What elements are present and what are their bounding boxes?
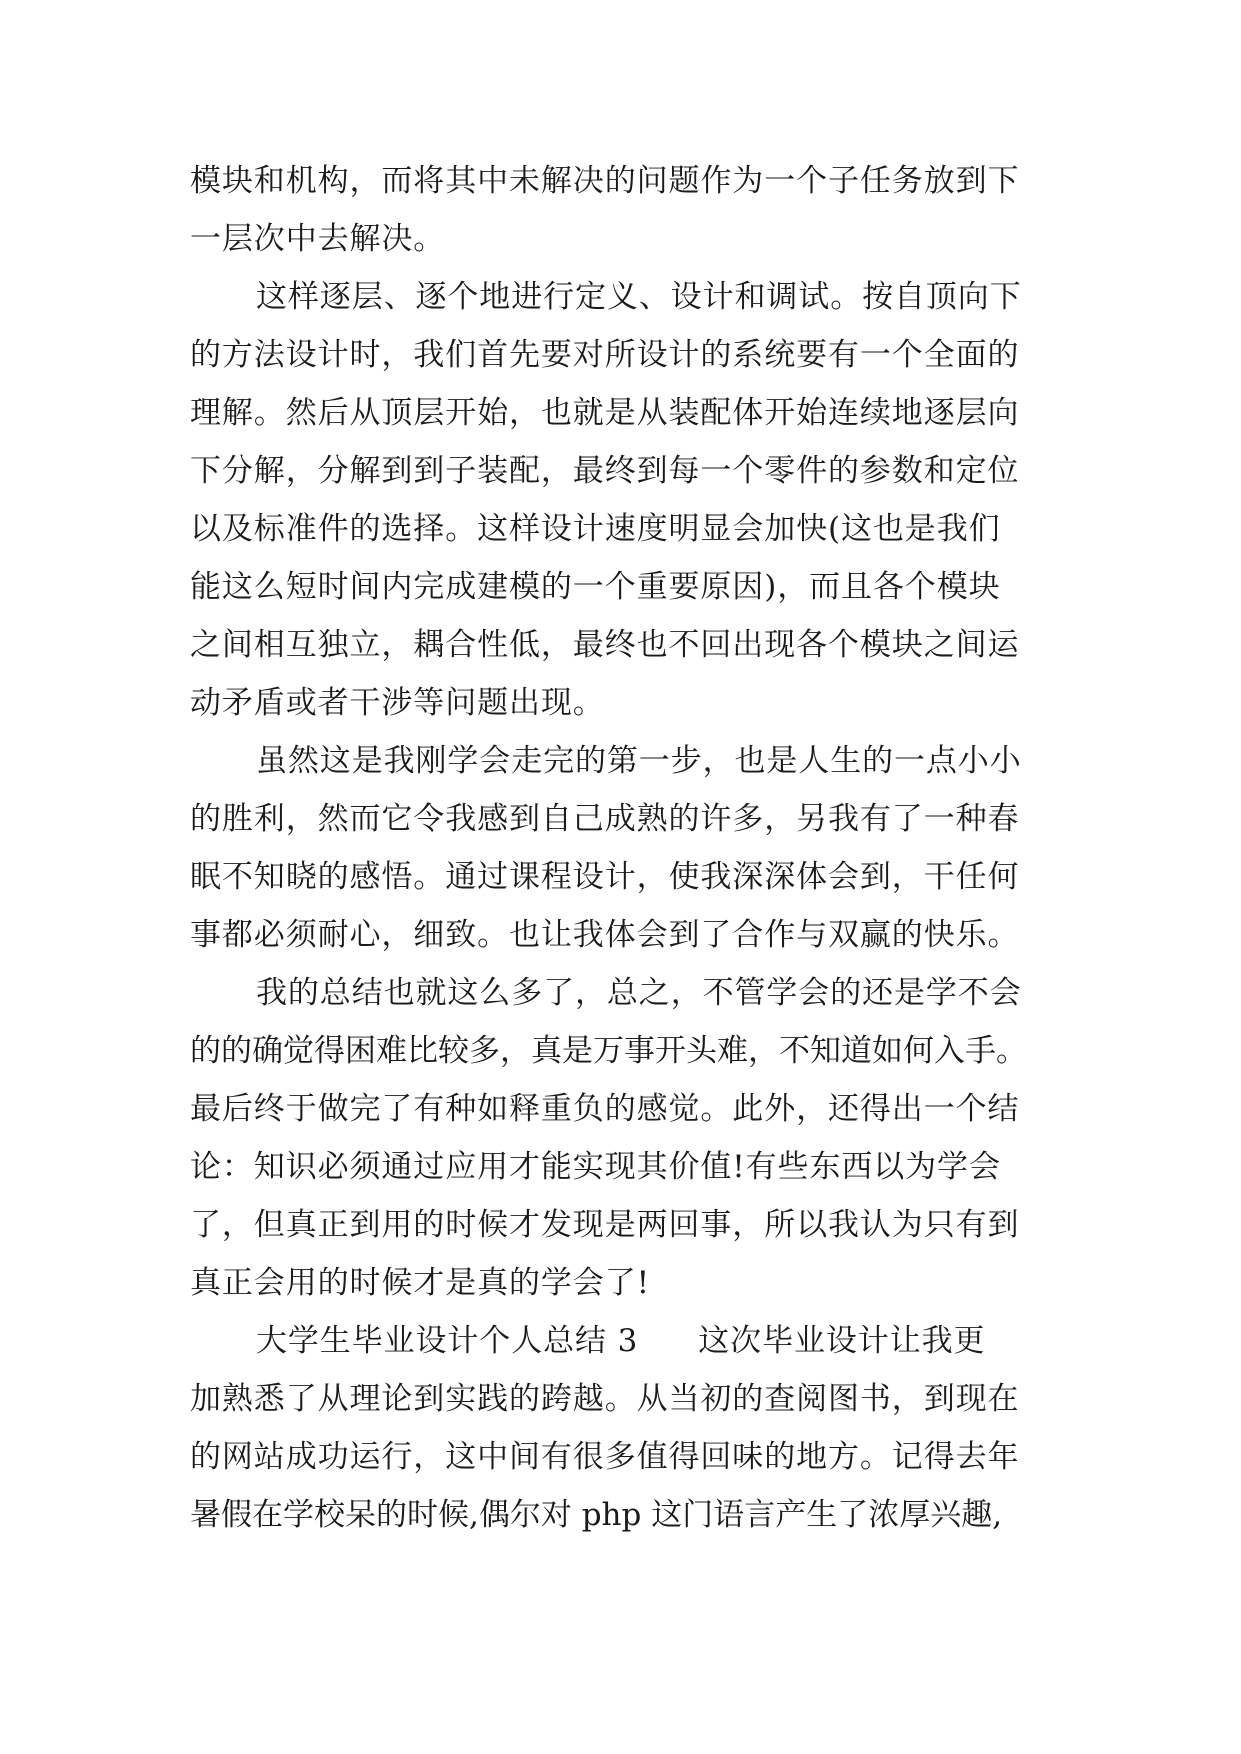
paragraph-start: 我的总结也就这么多了，总之，不管学会的还是学不会 bbox=[256, 975, 1022, 1011]
text-line: 事都必须耐心，细致。也让我体会到了合作与双赢的快乐。 bbox=[190, 917, 1020, 953]
text-line: 的胜利，然而它令我感到自己成熟的许多，另我有了一种春 bbox=[190, 801, 1020, 837]
section-text-start: 这次毕业设计让我更 bbox=[698, 1323, 986, 1359]
text-line: 一层次中去解决。 bbox=[190, 221, 446, 257]
text-line: 理解。然后从顶层开始，也就是从装配体开始连续地逐层向 bbox=[190, 395, 1020, 431]
text-line: 眠不知晓的感悟。通过课程设计，使我深深体会到，干任何 bbox=[190, 859, 1020, 895]
text-line: 以及标准件的选择。这样设计速度明显会加快(这也是我们 bbox=[190, 511, 1001, 547]
paragraph-start: 虽然这是我刚学会走完的第一步，也是人生的一点小小 bbox=[256, 743, 1022, 779]
text-line: 模块和机构，而将其中未解决的问题作为一个子任务放到下 bbox=[190, 163, 1020, 199]
text-line: 之间相互独立，耦合性低，最终也不回出现各个模块之间运 bbox=[190, 627, 1020, 663]
text-line: 最后终于做完了有种如释重负的感觉。此外，还得出一个结 bbox=[190, 1091, 1020, 1127]
paragraph-start: 这样逐层、逐个地进行定义、设计和调试。按自顶向下 bbox=[256, 279, 1022, 315]
text-line: 暑假在学校呆的时候,偶尔对 php 这门语言产生了浓厚兴趣, bbox=[190, 1497, 1003, 1533]
document-body bbox=[190, 152, 1050, 1544]
text-line: 的的确觉得困难比较多，真是万事开头难，不知道如何入手。 bbox=[190, 1033, 1027, 1069]
text-line: 真正会用的时候才是真的学会了! bbox=[190, 1265, 650, 1301]
section-heading-line bbox=[190, 1312, 1050, 1370]
text-line: 动矛盾或者干涉等问题出现。 bbox=[190, 685, 605, 721]
text-line: 能这么短时间内完成建模的一个重要原因)，而且各个模块 bbox=[190, 569, 1001, 605]
text-line: 的方法设计时，我们首先要对所设计的系统要有一个全面的 bbox=[190, 337, 1020, 373]
section-heading: 大学生毕业设计个人总结 3 bbox=[256, 1323, 639, 1359]
text-line: 加熟悉了从理论到实践的跨越。从当初的查阅图书，到现在 bbox=[190, 1381, 1020, 1417]
text-line: 下分解，分解到到子装配，最终到每一个零件的参数和定位 bbox=[190, 453, 1020, 489]
text-line: 论：知识必须通过应用才能实现其价值!有些东西以为学会 bbox=[190, 1149, 1001, 1185]
text-line: 了，但真正到用的时候才发现是两回事，所以我认为只有到 bbox=[190, 1207, 1020, 1243]
text-line: 的网站成功运行，这中间有很多值得回味的地方。记得去年 bbox=[190, 1439, 1020, 1475]
